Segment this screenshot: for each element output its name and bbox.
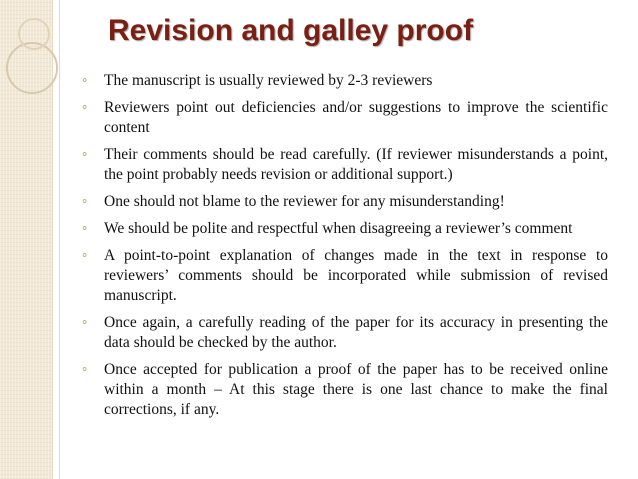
bullet-text: Once again, a carefully reading of the paper for its accuracy in presenting the data should be checked by the author. <box>104 314 608 351</box>
bullet-icon: ⚬ <box>80 250 90 262</box>
bullet-item <box>78 219 608 239</box>
bullet-icon: ⚬ <box>80 317 90 329</box>
bullet-item <box>78 360 608 420</box>
bullet-item <box>78 192 608 212</box>
bullet-item <box>78 246 608 306</box>
bullet-icon: ⚬ <box>80 223 90 235</box>
bullet-text: A point-to-point explanation of changes made in the text in response to reviewers’ comments should be incorporated while submission of revised manuscript. <box>104 247 608 304</box>
bullet-icon: ⚬ <box>80 149 90 161</box>
bullet-icon: ⚬ <box>80 75 90 87</box>
bullet-text: Once accepted for publication a proof of the paper has to be received online within a month – At this stage there is one last chance to make the final corrections, if any. <box>104 361 608 418</box>
bullet-text: Reviewers point out deficiencies and/or suggestions to improve the scientific content <box>104 99 608 136</box>
bullet-text: Their comments should be read carefully. (If reviewer misunderstands a point, the point probably needs revision or additional support.) <box>104 146 608 183</box>
slide-title: Revision and galley proof <box>108 14 474 47</box>
bullet-icon: ⚬ <box>80 196 90 208</box>
bullet-item <box>78 71 608 91</box>
decorative-circle-small <box>18 18 50 50</box>
bullet-text: We should be polite and respectful when disagreeing a reviewer’s comment <box>104 220 573 237</box>
bullet-text: The manuscript is usually reviewed by 2-3 reviewers <box>104 72 433 89</box>
bullet-item <box>78 145 608 185</box>
bullet-text: One should not blame to the reviewer for any misunderstanding! <box>104 193 505 210</box>
bullet-icon: ⚬ <box>80 364 90 376</box>
bullet-icon: ⚬ <box>80 102 90 114</box>
bullet-item <box>78 313 608 353</box>
bullet-list <box>78 71 608 427</box>
bullet-item <box>78 98 608 138</box>
